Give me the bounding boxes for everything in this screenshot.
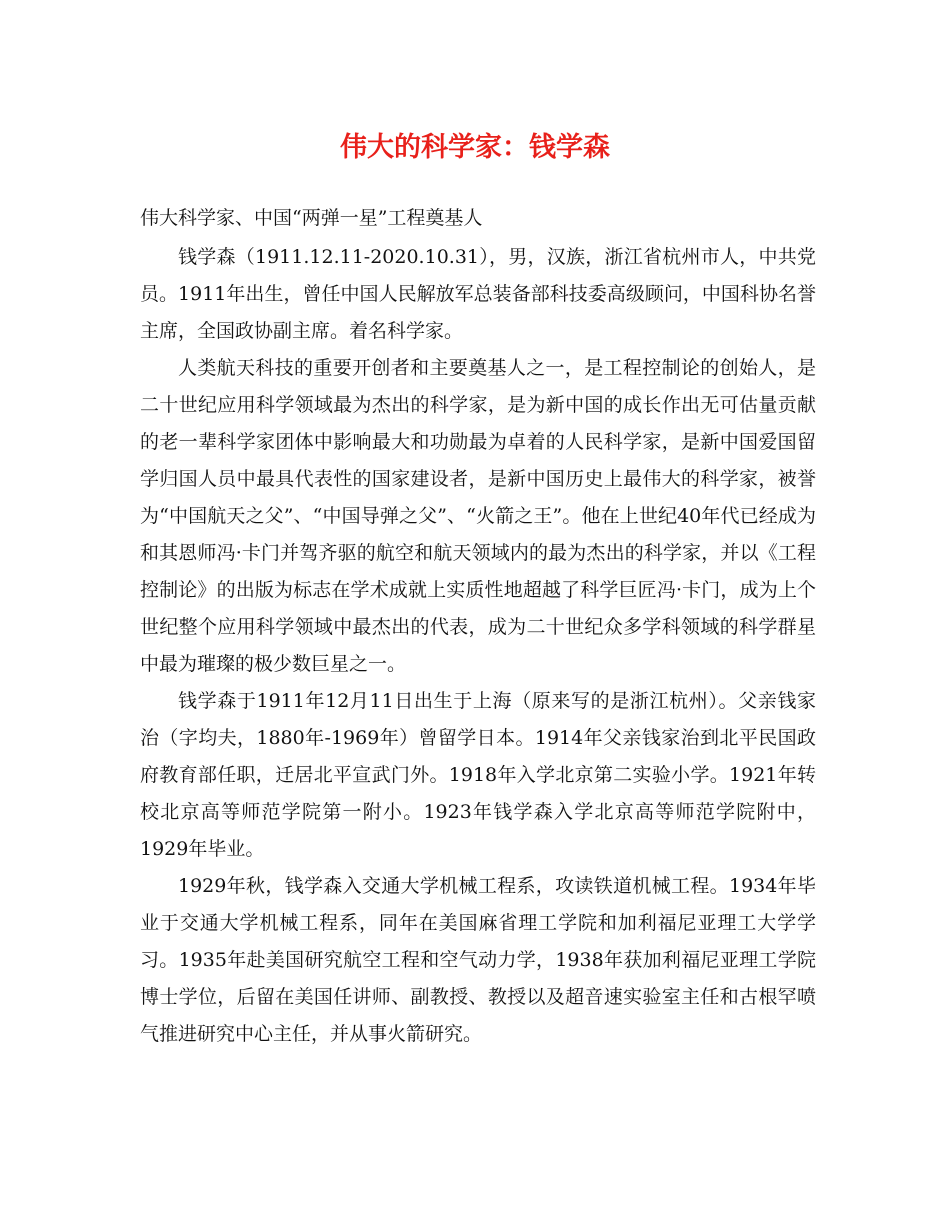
document-subtitle: 伟大科学家、中国“两弹一星”工程奠基人 xyxy=(140,207,483,229)
document-title: 伟大的科学家：钱学森 xyxy=(340,132,610,163)
document-body xyxy=(140,200,816,1053)
paragraph-biography: 钱学森（1911.12.11-2020.10.31），男，汉族，浙江省杭州市人，中共党员。1911年出生，曾任中国人民解放军总装备部科技委高级顾问，中国科协名誉主席，全国政协副主席。着名科学家。 xyxy=(140,246,816,342)
paragraph-early-life: 钱学森于1911年12月11日出生于上海（原来写的是浙江杭州）。父亲钱家治（字均夫，1880年-1969年）曾留学日本。1914年父亲钱家治到北平民国政府教育部任职，迁居北平宣武门外。1918年入学北京第二实验小学。1921年转校北京高等师范学院第一附小。1923年钱学森入学北京高等师范学院附中，1929年毕业。 xyxy=(140,690,816,860)
paragraph-achievements: 人类航天科技的重要开创者和主要奠基人之一，是工程控制论的创始人，是二十世纪应用科学领域最为杰出的科学家，是为新中国的成长作出无可估量贡献的老一辈科学家团体中影响最大和功勋最为卓着的人民科学家，是新中国爱国留学归国人员中最具代表性的国家建设者，是新中国历史上最伟大的科学家，被誉为“中国航天之父”、“中国导弹之父”、“火箭之王”。他在上世纪40年代已经成为和其恩师冯·卡门并驾齐驱的航空和航天领域内的最为杰出的科学家，并以《工程控制论》的出版为标志在学术成就上实质性地超越了科学巨匠冯·卡门，成为上个世纪整个应用科学领域中最杰出的代表，成为二十世纪众多学科领域的科学群星中最为璀璨的极少数巨星之一。 xyxy=(140,357,816,675)
paragraph-education: 1929年秋，钱学森入交通大学机械工程系，攻读铁道机械工程。1934年毕业于交通大学机械工程系，同年在美国麻省理工学院和加利福尼亚理工大学学习。1935年赴美国研究航空工程和空气动力学，1938年获加利福尼亚理工学院博士学位，后留在美国任讲师、副教授、教授以及超音速实验室主任和古根罕喷气推进研究中心主任，并从事火箭研究。 xyxy=(140,875,816,1045)
